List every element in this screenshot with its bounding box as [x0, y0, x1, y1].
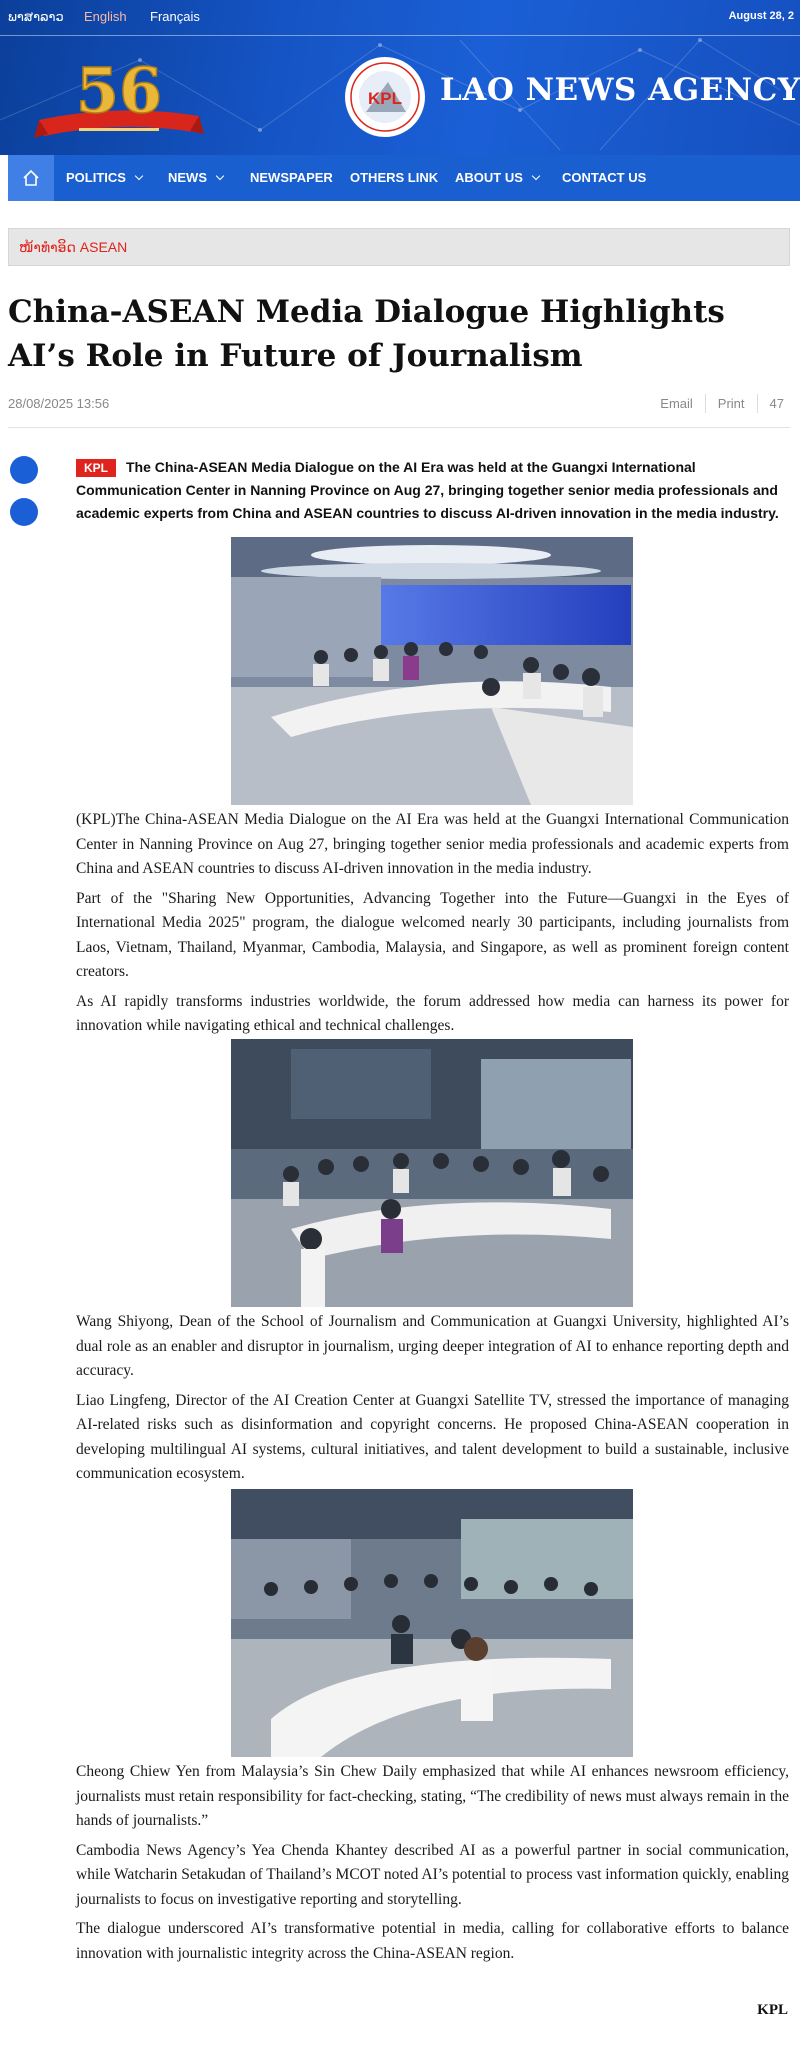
- nav-contact-us[interactable]: CONTACT US: [562, 170, 647, 185]
- article-photo-1: [231, 537, 633, 805]
- kpl-emblem-logo[interactable]: [344, 56, 426, 138]
- email-button[interactable]: Email: [648, 394, 706, 413]
- body-paragraph: Cambodia News Agency’s Yea Chenda Khantey described AI as a powerful partner in social communication, while Watcharin Setakudan of Thailand’s MCOT noted AI’s potential to process vast information quickly, enabling journalists to focus on investigative reporting and storytelling.: [76, 1841, 789, 1908]
- body-paragraph: As AI rapidly transforms industries worldwide, the forum addressed how media can harness its power for innovation while navigating ethical and technical challenges.: [76, 992, 789, 1034]
- body-paragraph: Wang Shiyong, Dean of the School of Journalism and Communication at Guangxi University, highlighted AI’s dual role as an enabler and disruptor in journalism, urging deeper integration of AI to enhance reporting depth and accuracy.: [76, 1313, 789, 1379]
- header-date: August 28, 2: [728, 10, 794, 22]
- article-actions: [648, 394, 784, 413]
- lead-text: The China-ASEAN Media Dialogue on the AI Era was held at the Guangxi International Communication Center in Nanning Province on Aug 27, bringing together senior media professionals and academic experts from China and ASEAN countries to discuss AI-driven innovation in the media industry.: [76, 459, 779, 521]
- article-body-section-1: [76, 808, 789, 1044]
- body-paragraph: The dialogue underscored AI’s transformative potential in media, calling for collaborative efforts to balance innovation with journalistic integrity across the China-ASEAN region.: [76, 1920, 789, 1962]
- chevron-down-icon: [532, 172, 540, 180]
- article-meta: [8, 394, 790, 428]
- language-french-link[interactable]: Français: [150, 9, 200, 24]
- share-twitter-button[interactable]: [10, 498, 38, 526]
- home-icon: [22, 169, 40, 187]
- site-header: [0, 0, 800, 155]
- kpl-emblem-text: KPL: [368, 89, 402, 108]
- article-signature: KPL: [757, 2002, 788, 2018]
- language-english-link[interactable]: English: [84, 9, 127, 24]
- anniversary-number: 56: [75, 54, 163, 127]
- home-button[interactable]: [8, 155, 54, 201]
- agency-title[interactable]: LAO NEWS AGENCY: [440, 72, 800, 108]
- share-facebook-button[interactable]: [10, 456, 38, 484]
- breadcrumb-link[interactable]: ໜ້າທໍາອິດ ASEAN: [19, 239, 128, 255]
- anniversary-logo[interactable]: [34, 48, 204, 148]
- article-lead: [76, 456, 788, 525]
- article-photo-3: [231, 1489, 633, 1757]
- nav-about-us[interactable]: ABOUT US: [455, 170, 539, 185]
- nav-politics[interactable]: POLITICS: [66, 170, 142, 185]
- article-body-section-3: [76, 1760, 789, 1971]
- view-count: 47: [769, 396, 784, 411]
- nav-news[interactable]: NEWS: [168, 170, 223, 185]
- kpl-badge: KPL: [76, 459, 116, 477]
- breadcrumb: [8, 228, 790, 266]
- nav-newspaper[interactable]: NEWSPAPER: [250, 170, 333, 185]
- language-lao-link[interactable]: ພາສາລາວ: [8, 9, 64, 24]
- body-paragraph: Part of the "Sharing New Opportunities, Advancing Together into the Future—Guangxi in the Eyes of International Media 2025" program, the dialogue welcomed nearly 30 participants, including journalists from Laos, Vietnam, Thailand, Myanmar, Cambodia, Malaysia, and Singapore, as well as prominent foreign content creators.: [76, 889, 789, 980]
- article-photo-2: [231, 1039, 633, 1307]
- body-paragraph: Cheong Chiew Yen from Malaysia’s Sin Chew Daily emphasized that while AI enhances newsroom efficiency, journalists must retain responsibility for fact-checking, stating, “The credibility of news must always remain in the hands of journalists.”: [76, 1763, 789, 1829]
- main-nav: [8, 155, 800, 201]
- print-button[interactable]: Print: [706, 394, 758, 413]
- chevron-down-icon: [216, 172, 224, 180]
- nav-others-link[interactable]: OTHERS LINK: [350, 170, 439, 185]
- article-datetime: 28/08/2025 13:56: [8, 396, 110, 411]
- language-bar: [0, 0, 800, 36]
- article-body-section-2: [76, 1310, 789, 1492]
- body-paragraph: (KPL)The China-ASEAN Media Dialogue on the AI Era was held at the Guangxi International Communication Center in Nanning Province on Aug 27, bringing together senior media professionals and academic experts from China and ASEAN countries to discuss AI-driven innovation in the media industry.: [76, 811, 789, 877]
- body-paragraph: Liao Lingfeng, Director of the AI Creation Center at Guangxi Satellite TV, stressed the importance of managing AI-related risks such as disinformation and copyright concerns. He proposed China-ASEAN cooperation in developing multilingual AI systems, cultural initiatives, and talent development to build a sustainable, inclusive communication ecosystem.: [76, 1391, 789, 1482]
- article-title: China-ASEAN Media Dialogue Highlights AI’s Role in Future of Journalism: [8, 294, 725, 374]
- chevron-down-icon: [135, 172, 143, 180]
